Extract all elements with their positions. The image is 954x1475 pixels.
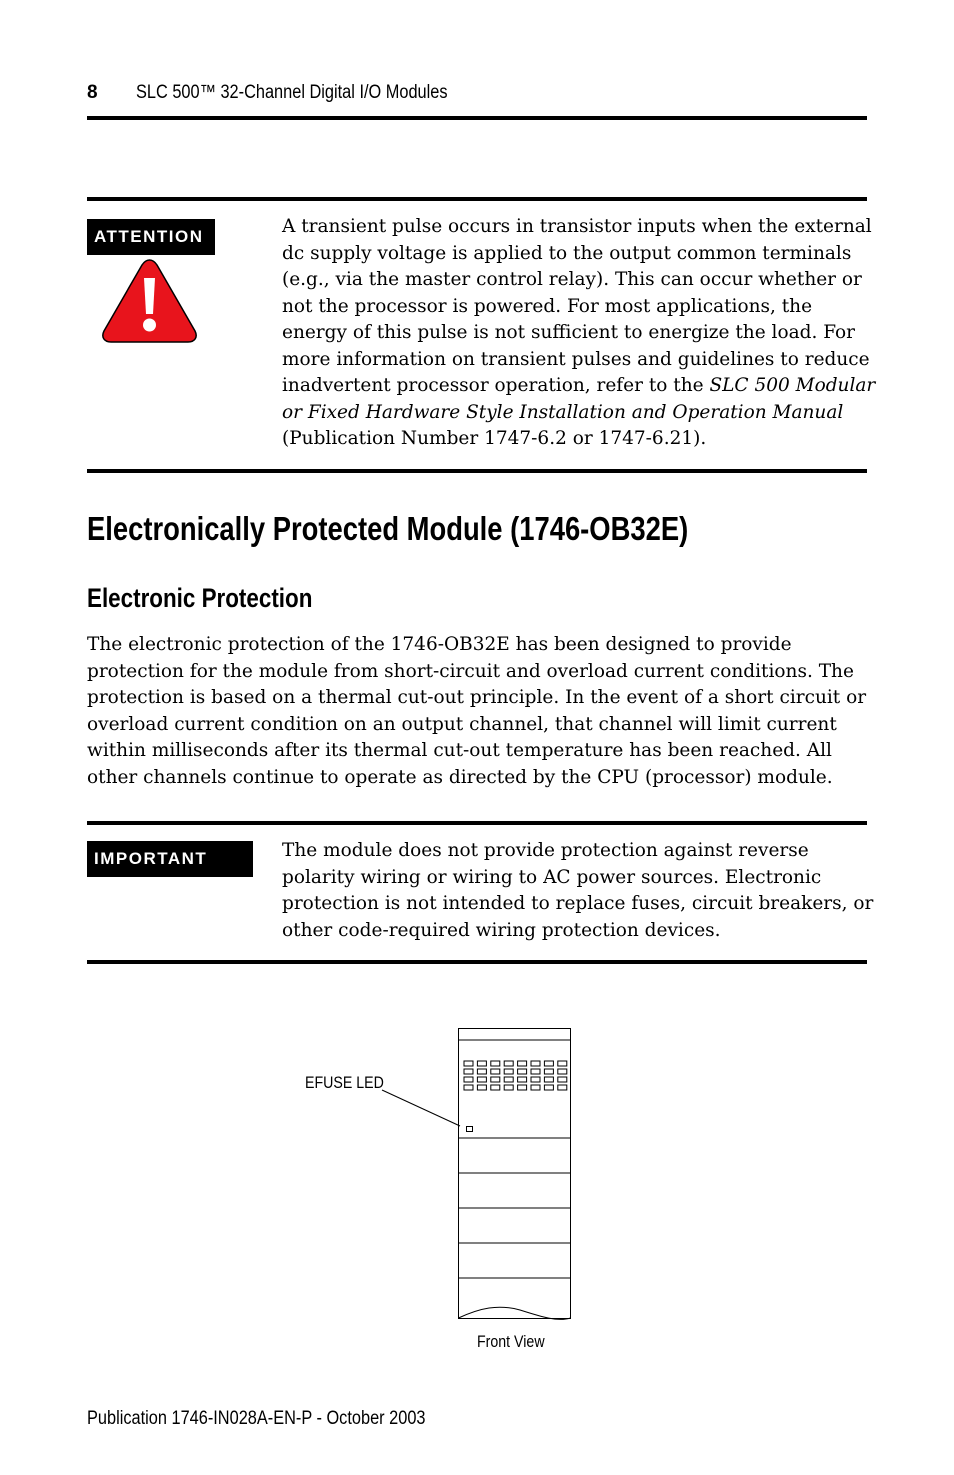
paragraph-line: overload current condition on an output channel, that channel will limit current [87,713,837,735]
attention-line [282,373,876,400]
important-top-rule [87,821,867,825]
attention-line: energy of this pulse is not sufficient to energize the load. For [282,322,856,343]
attention-line: (Publication Number 1747-6.2 or 1747-6.21). [282,428,707,449]
warning-exclamation-icon [98,254,201,346]
attention-line: more information on transient pulses and guidelines to reduce [282,348,870,370]
attention-line [282,400,872,427]
module-front-view-diagram [380,1020,580,1332]
important-line: The module does not provide protection against reverse [282,840,809,861]
efuse-led-callout: EFUSE LED [305,1074,384,1092]
attention-line: dc supply voltage is applied to the output common terminals [282,242,852,264]
body-paragraph [87,632,877,791]
header-rule [87,116,867,120]
page-number: 8 [87,82,98,103]
paragraph-line: protection for the module from short-circuit and overload current conditions. The [87,660,854,682]
attention-line: (e.g., via the master control relay). This can occur whether or [282,269,862,290]
paragraph-line: within milliseconds after its thermal cut-out temperature has been reached. All [87,740,832,761]
important-bottom-rule [87,960,867,964]
attention-text [282,214,876,453]
attention-line-prefix: inadvertent processor operation, refer to the [282,375,710,396]
important-text [282,838,872,944]
running-title: SLC 500™ 32-Channel Digital I/O Modules [136,82,448,103]
figure-caption: Front View [477,1333,545,1351]
subsection-heading: Electronic Protection [87,583,313,613]
attention-line: not the processor is powered. For most applications, the [282,295,813,317]
manual-title-part2: or Fixed Hardware Style Installation and Operation Manual [282,401,844,423]
important-line: other code-required wiring protection devices. [282,919,721,941]
paragraph-line: other channels continue to operate as directed by the CPU (processor) module. [87,766,833,788]
section-heading: Electronically Protected Module (1746-OB32E) [87,510,689,547]
important-line: polarity wiring or wiring to AC power sources. Electronic [282,866,822,888]
manual-title-part1: SLC 500 Modular [709,375,876,396]
attention-bottom-rule [87,469,867,473]
important-label: IMPORTANT [87,841,253,877]
attention-label: ATTENTION [87,219,215,255]
paragraph-line: The electronic protection of the 1746-OB32E has been designed to provide [87,634,792,655]
important-line: protection is not intended to replace fuses, circuit breakers, or [282,893,874,914]
attention-line: A transient pulse occurs in transistor inputs when the external [282,216,872,237]
footer-publication: Publication 1746-IN028A-EN-P - October 2003 [87,1408,426,1429]
attention-top-rule [87,197,867,201]
paragraph-line: protection is based on a thermal cut-out principle. In the event of a short circuit or [87,687,867,708]
